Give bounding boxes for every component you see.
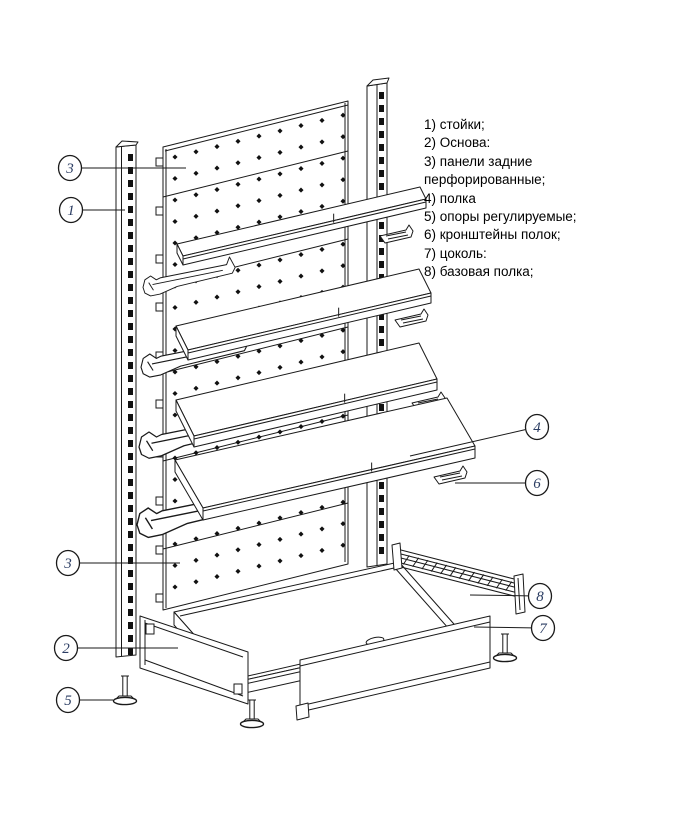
callout-5: [57, 688, 80, 713]
callout-2: [55, 636, 78, 661]
legend-line-1: 1) стойки;: [424, 117, 485, 132]
callout-number: 3: [66, 161, 74, 177]
legend-line-8: 7) цоколь:: [424, 245, 487, 261]
callout-number: 1: [67, 203, 75, 219]
callout-3: [59, 156, 82, 181]
callout-number: 7: [539, 621, 547, 637]
legend-line-6: 5) опоры регулируемые;: [424, 209, 577, 225]
callout-1: [60, 198, 83, 223]
callout-number: 4: [533, 420, 541, 436]
adjustable-foot-2: [241, 700, 264, 728]
callout-6: [526, 471, 549, 496]
legend-line-5: 4) полка: [424, 190, 476, 206]
legend-line-9: 8) базовая полка;: [424, 264, 534, 280]
callout-number: 5: [64, 693, 72, 709]
right-upright-post: [367, 78, 389, 567]
legend-line-2: 2) Основа:: [424, 135, 491, 151]
adjustable-foot-1: [114, 676, 137, 705]
callout-7: [532, 616, 555, 641]
callout-number: 6: [533, 476, 541, 492]
callout-4: [526, 415, 549, 440]
callout-3: [57, 551, 80, 576]
legend-line-7: 6) кронштейны полок;: [424, 227, 561, 243]
parts-legend: [424, 116, 634, 282]
callout-number: 2: [62, 641, 70, 657]
callout-number: 8: [536, 589, 544, 605]
adjustable-foot-3: [494, 634, 517, 662]
legend-line-4: перфорированные;: [424, 172, 546, 188]
callout-8: [529, 584, 552, 609]
left-upright-post: [116, 141, 138, 657]
callout-number: 3: [64, 556, 72, 572]
legend-line-3: 3) панели задние: [424, 153, 533, 169]
